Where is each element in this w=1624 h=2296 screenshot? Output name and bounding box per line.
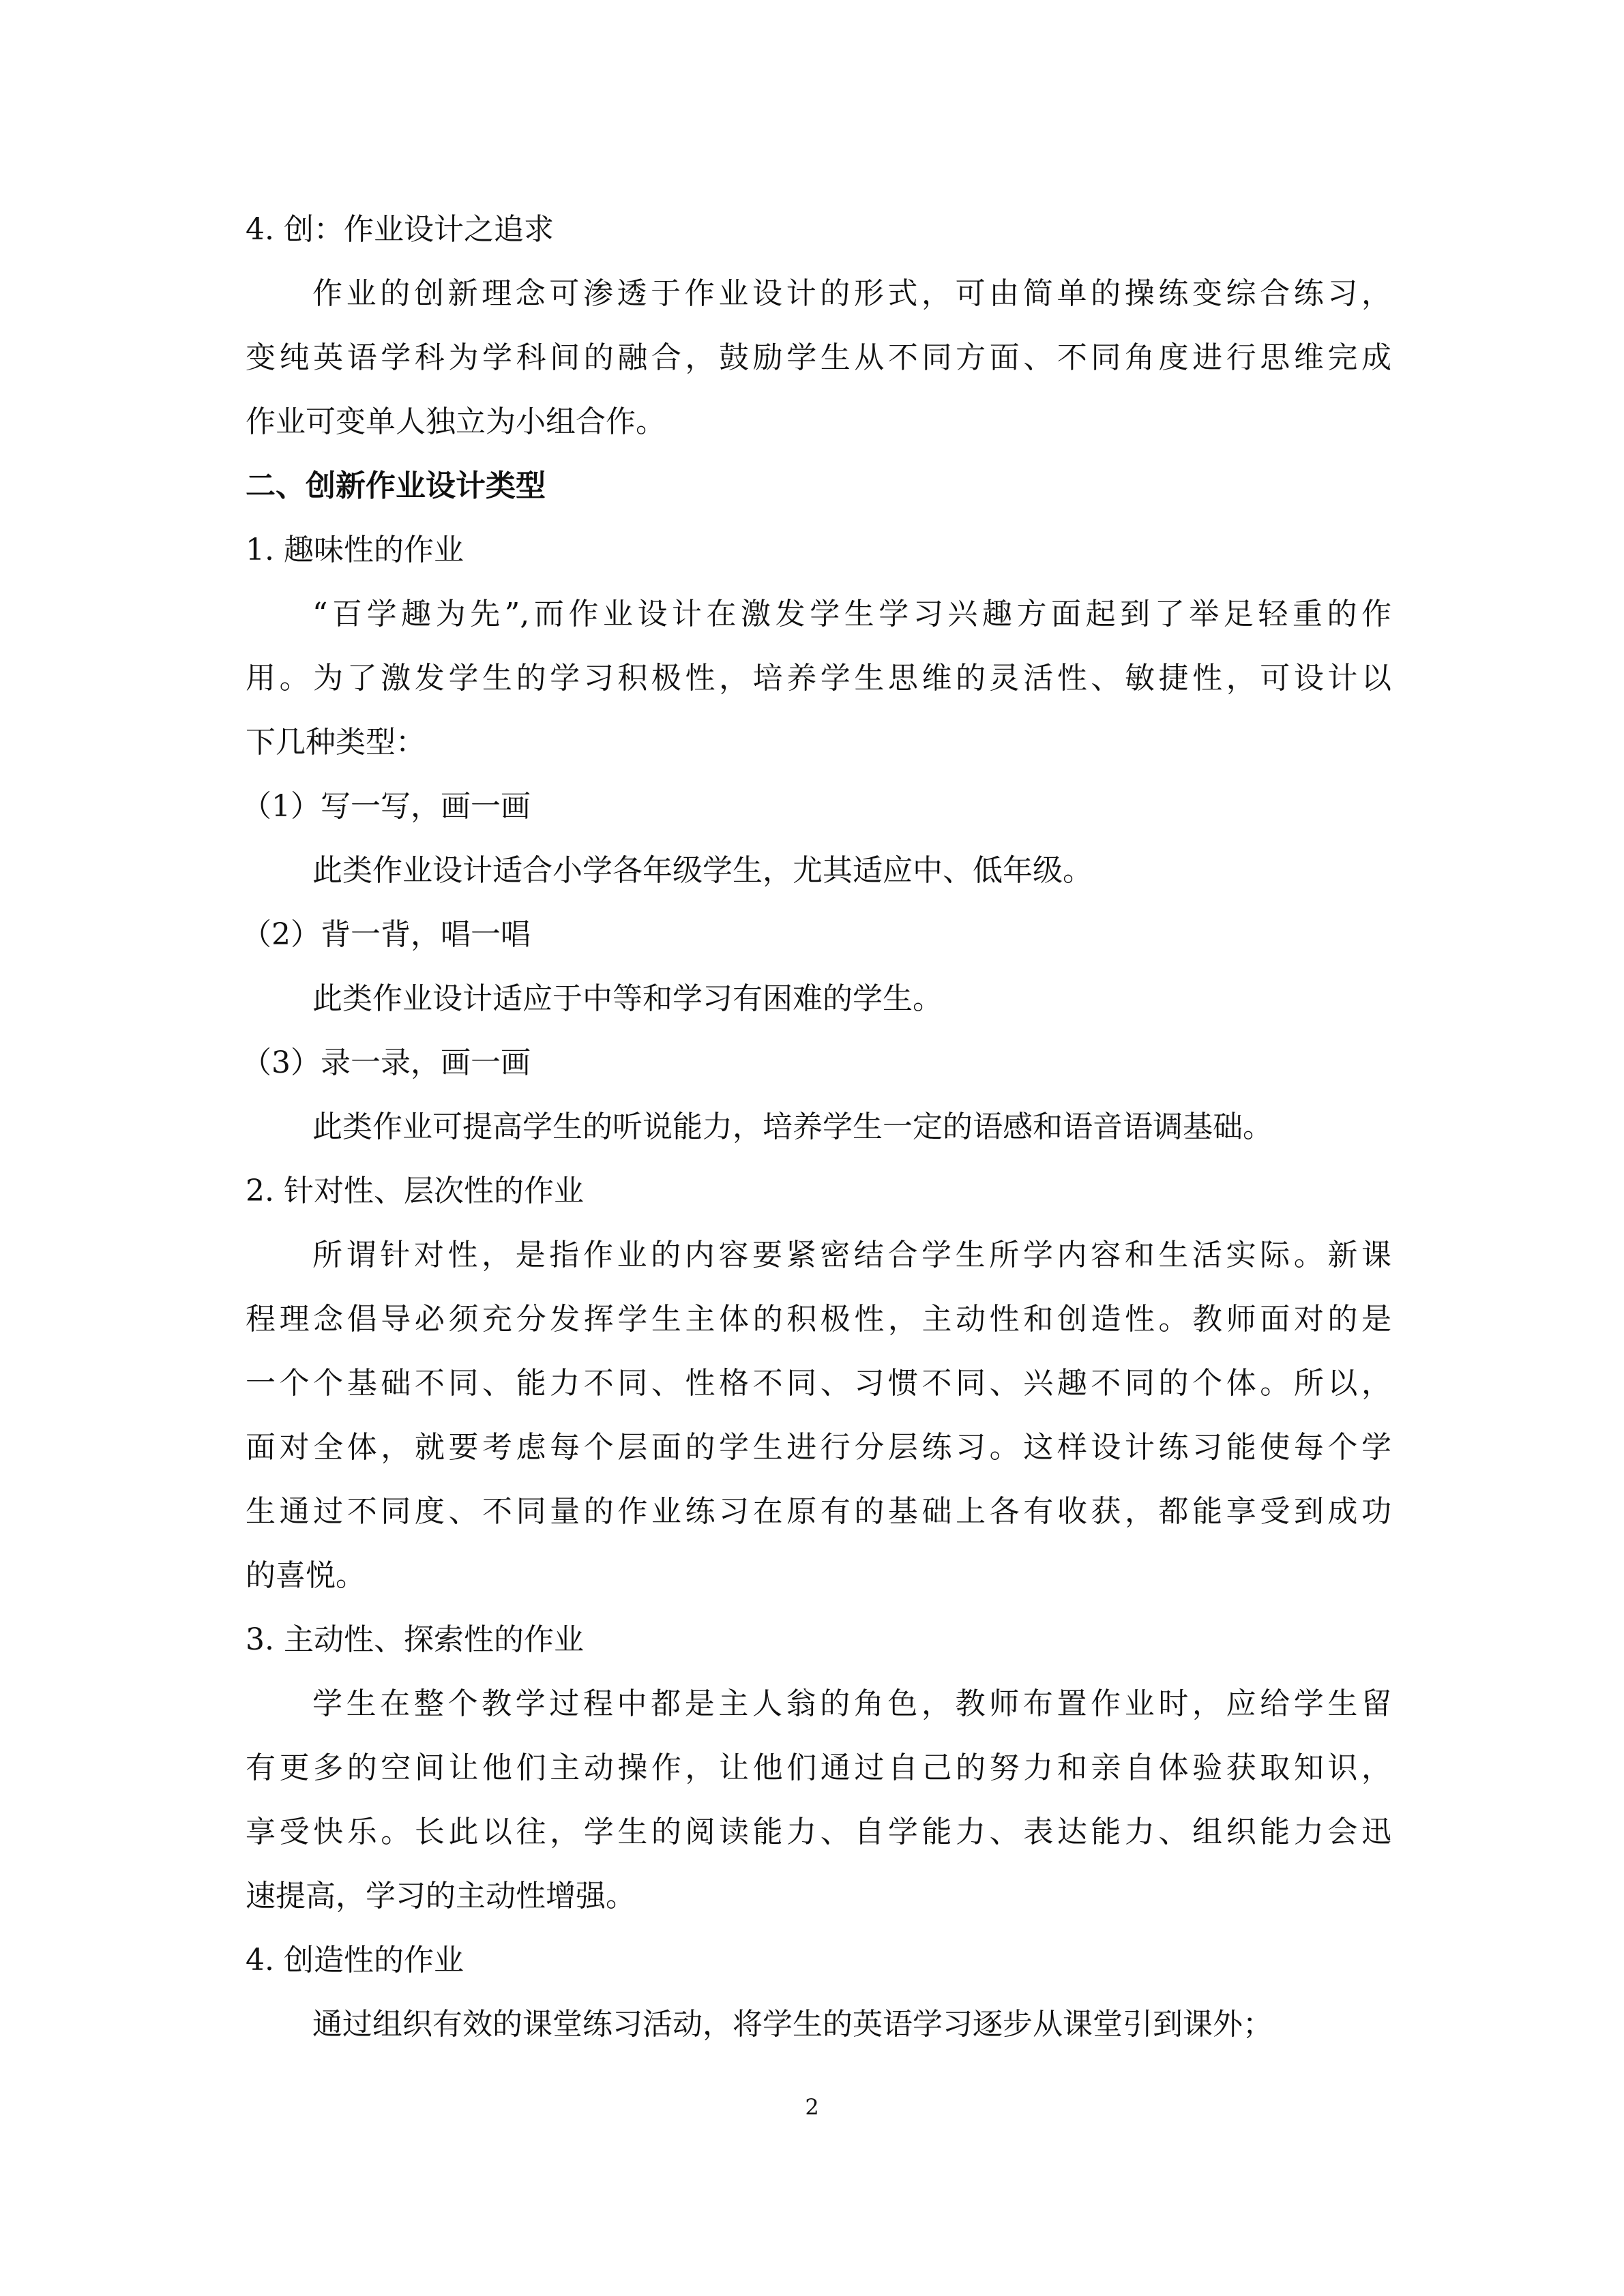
section-heading: 4. 创造性的作业: [246, 1943, 464, 1978]
paragraph-line: 作业的创新理念可渗透于作业设计的形式，可由简单的操练变综合练习，: [312, 276, 1391, 311]
paragraph-line: 下几种类型：: [246, 725, 426, 760]
paragraph-line: 一个个基础不同、能力不同、性格不同、习惯不同、兴趣不同的个体。所以，: [246, 1366, 1391, 1401]
paragraph-line: 生通过不同度、不同量的作业练习在原有的基础上各有收获，都能享受到成功: [246, 1494, 1391, 1529]
paragraph-line: 的喜悦。: [246, 1558, 366, 1593]
paragraph-line: 变纯英语学科为学科间的融合，鼓励学生从不同方面、不同角度进行思维完成: [246, 340, 1391, 375]
paragraph-line: 学生在整个教学过程中都是主人翁的角色，教师布置作业时，应给学生留: [312, 1686, 1391, 1721]
paragraph-line: 此类作业设计适合小学各年级学生，尤其适应中、低年级。: [312, 853, 1093, 888]
paragraph-line: 速提高，学习的主动性增强。: [246, 1879, 636, 1913]
section-heading: 3. 主动性、探索性的作业: [246, 1622, 584, 1657]
section-heading: 2. 针对性、层次性的作业: [246, 1174, 584, 1208]
paragraph-line: 此类作业可提高学生的听说能力，培养学生一定的语感和语音语调基础。: [312, 1109, 1273, 1144]
sub-heading: （3）录一录，画一画: [241, 1045, 531, 1080]
paragraph-line: 有更多的空间让他们主动操作，让他们通过自己的努力和亲自体验获取知识，: [246, 1750, 1391, 1785]
paragraph-line: 用。为了激发学生的学习积极性，培养学生思维的灵活性、敏捷性，可设计以: [246, 661, 1391, 696]
document-body: [241, 198, 1391, 2057]
paragraph-line: 程理念倡导必须充分发挥学生主体的积极性，主动性和创造性。教师面对的是: [246, 1302, 1391, 1337]
paragraph-line: 面对全体，就要考虑每个层面的学生进行分层练习。这样设计练习能使每个学: [246, 1430, 1391, 1465]
section-heading: 4. 创：作业设计之追求: [246, 212, 554, 247]
sub-heading: （2）背一背，唱一唱: [241, 917, 531, 952]
paragraph-line: 作业可变单人独立为小组合作。: [246, 404, 666, 439]
sub-heading: （1）写一写，画一画: [241, 789, 531, 824]
paragraph-line: 此类作业设计适应于中等和学习有困难的学生。: [312, 981, 943, 1016]
chapter-heading: 二、创新作业设计类型: [246, 468, 546, 503]
paragraph-line: 所谓针对性，是指作业的内容要紧密结合学生所学内容和生活实际。新课: [312, 1238, 1391, 1272]
paragraph-line: 享受快乐。长此以往，学生的阅读能力、自学能力、表达能力、组织能力会迅: [246, 1815, 1391, 1849]
section-heading: 1. 趣味性的作业: [246, 533, 464, 567]
paragraph-line: “百学趣为先”,而作业设计在激发学生学习兴趣方面起到了举足轻重的作: [312, 597, 1391, 631]
paragraph-line: 通过组织有效的课堂练习活动，将学生的英语学习逐步从课堂引到课外；: [312, 2007, 1273, 2042]
page-number: 2: [805, 2094, 819, 2120]
